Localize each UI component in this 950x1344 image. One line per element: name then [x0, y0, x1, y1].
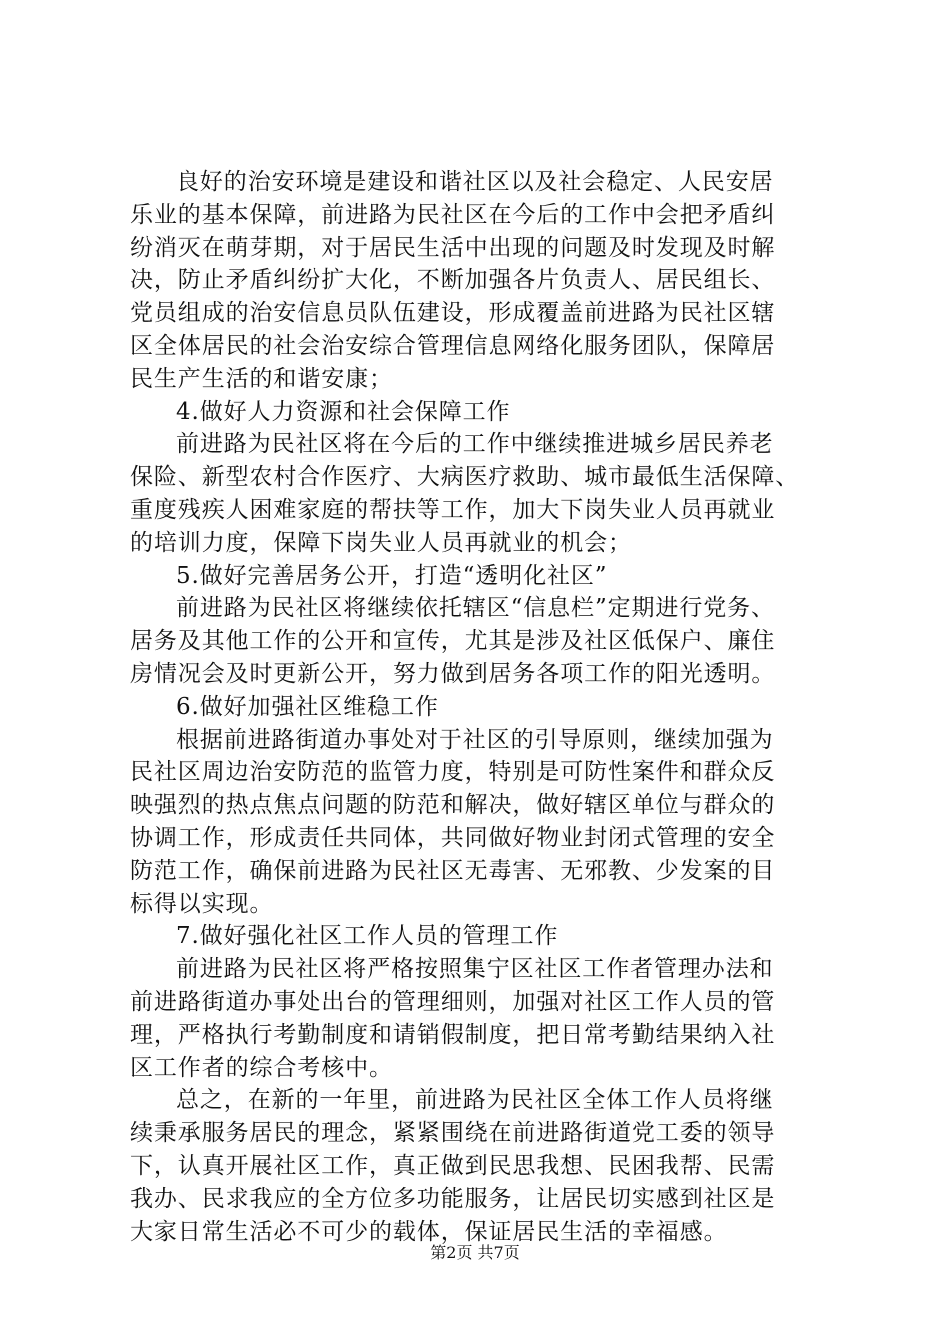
page-number-footer: 第2页 共7页: [430, 1243, 520, 1262]
paragraph-line: 房情况会及时更新公开，努力做到居务各项工作的阳光透明。: [130, 660, 776, 687]
section-heading: 7.做好强化社区工作人员的管理工作: [176, 923, 559, 950]
paragraph-line: 续秉承服务居民的理念，紧紧围绕在前进路街道党工委的领导: [130, 1120, 776, 1147]
paragraph-line: 前进路为民社区将严格按照集宁区社区工作者管理办法和: [176, 956, 774, 983]
paragraph-line: 前进路为民社区将在今后的工作中继续推进城乡居民养老: [176, 431, 774, 458]
paragraph-line: 乐业的基本保障，前进路为民社区在今后的工作中会把矛盾纠: [130, 201, 776, 228]
paragraph-line: 防范工作，确保前进路为民社区无毒害、无邪教、少发案的目: [130, 857, 776, 884]
paragraph-line: 下，认真开展社区工作，真正做到民思我想、民困我帮、民需: [130, 1152, 776, 1179]
paragraph-line: 区全体居民的社会治安综合管理信息网络化服务团队，保障居: [130, 332, 776, 359]
paragraph-line: 决，防止矛盾纠纷扩大化，不断加强各片负责人、居民组长、: [130, 267, 776, 294]
paragraph-line: 民生产生活的和谐安康；: [130, 365, 393, 392]
paragraph-line: 映强烈的热点焦点问题的防范和解决，做好辖区单位与群众的: [130, 792, 776, 819]
paragraph-line: 协调工作，形成责任共同体，共同做好物业封闭式管理的安全: [130, 824, 776, 851]
paragraph-line: 保险、新型农村合作医疗、大病医疗救助、城市最低生活保障、: [130, 464, 800, 491]
paragraph-line: 标得以实现。: [130, 890, 274, 917]
paragraph-line: 良好的治安环境是建设和谐社区以及社会稳定、人民安居: [176, 169, 774, 195]
paragraph-line: 居务及其他工作的公开和宣传，尤其是涉及社区低保户、廉住: [130, 628, 776, 655]
section-heading: 6.做好加强社区维稳工作: [176, 693, 439, 720]
paragraph-line: 根据前进路街道办事处对于社区的引导原则，继续加强为: [176, 726, 774, 753]
section-heading: 4.做好人力资源和社会保障工作: [176, 398, 511, 425]
paragraph-line: 理，严格执行考勤制度和请销假制度，把日常考勤结果纳入社: [130, 1021, 776, 1048]
paragraph-line: 民社区周边治安防范的监管力度，特别是可防性案件和群众反: [130, 759, 776, 786]
paragraph-line: 大家日常生活必不可少的载体，保证居民生活的幸福感。: [130, 1218, 728, 1245]
paragraph-line: 纷消灭在萌芽期，对于居民生活中出现的问题及时发现及时解: [130, 234, 776, 261]
document-body: [130, 166, 835, 1248]
section-heading: 5.做好完善居务公开，打造“透明化社区”: [176, 562, 608, 589]
paragraph-line: 我办、民求我应的全方位多功能服务，让居民切实感到社区是: [130, 1185, 776, 1212]
paragraph-line: 的培训力度，保障下岗失业人员再就业的机会；: [130, 529, 632, 556]
paragraph-line: 前进路为民社区将继续依托辖区“信息栏”定期进行党务、: [176, 595, 775, 622]
paragraph-line: 前进路街道办事处出台的管理细则，加强对社区工作人员的管: [130, 988, 776, 1015]
paragraph-line: 总之，在新的一年里，前进路为民社区全体工作人员将继: [176, 1087, 774, 1114]
paragraph-line: 重度残疾人困难家庭的帮扶等工作，加大下岗失业人员再就业: [130, 496, 776, 523]
paragraph-line: 党员组成的治安信息员队伍建设，形成覆盖前进路为民社区辖: [130, 300, 776, 327]
paragraph-line: 区工作者的综合考核中。: [130, 1054, 393, 1081]
